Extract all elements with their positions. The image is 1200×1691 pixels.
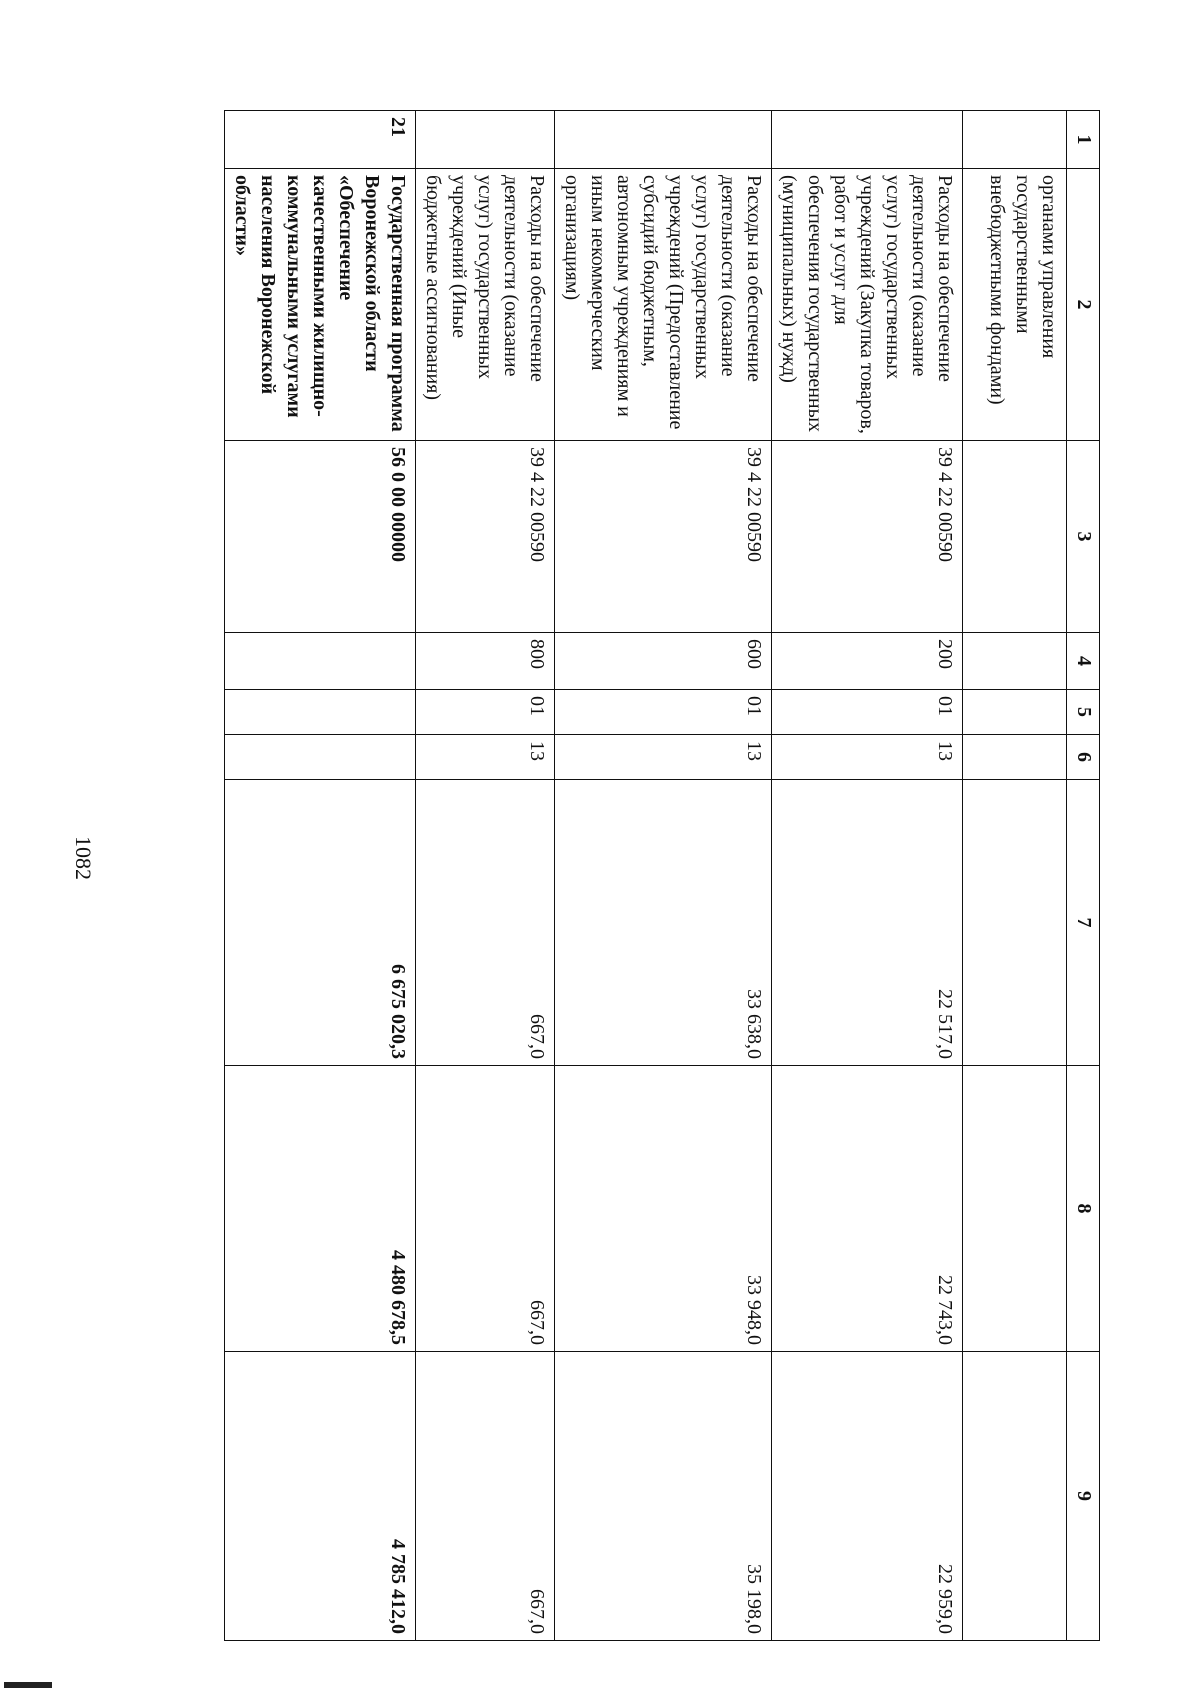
cell-vr [225, 633, 416, 690]
col-header-2: 2 [1067, 169, 1100, 441]
cell-vr [963, 633, 1067, 690]
cell-pr: 13 [555, 735, 772, 780]
cell-description: Расходы на обеспечение деятельности (оказание услуг) государственных учреждений (Закупка товаров, работ и услуг для обеспечения государственных (муниципальных) нужд) [772, 169, 963, 441]
cell-amount-2: 22 743,0 [772, 1066, 963, 1352]
col-header-4: 4 [1067, 633, 1100, 690]
cell-description: органами управления государственными внебюджетными фондами) [963, 169, 1067, 441]
header-row [1067, 111, 1100, 1641]
cell-description: Расходы на обеспечение деятельности (оказание услуг) государственных учреждений (Предоставление субсидий бюджетным, автономным учреждениям и иным некоммерческим организациям) [555, 169, 772, 441]
cell-rz: 01 [416, 690, 555, 735]
cell-description: Государственная программа Воронежской области «Обеспечение качественными жилищно-коммунальными услугами населения Воронежской области» [225, 169, 416, 441]
col-header-8: 8 [1067, 1066, 1100, 1352]
cell-amount-2: 667,0 [416, 1066, 555, 1352]
cell-amount-1: 667,0 [416, 780, 555, 1066]
cell-number [772, 111, 963, 169]
cell-pr: 13 [772, 735, 963, 780]
cell-amount-1: 6 675 020,3 [225, 780, 416, 1066]
cell-pr: 13 [416, 735, 555, 780]
cell-number: 21 [225, 111, 416, 169]
cell-amount-2: 33 948,0 [555, 1066, 772, 1352]
col-header-1: 1 [1067, 111, 1100, 169]
page-number: 1082 [71, 836, 96, 880]
cell-vr: 200 [772, 633, 963, 690]
table-row [555, 111, 772, 1641]
cell-number [555, 111, 772, 169]
col-header-6: 6 [1067, 735, 1100, 780]
col-header-7: 7 [1067, 780, 1100, 1066]
table-row [963, 111, 1067, 1641]
cell-code: 39 4 22 00590 [772, 441, 963, 633]
cell-code: 39 4 22 00590 [416, 441, 555, 633]
cell-vr: 600 [555, 633, 772, 690]
cell-amount-3: 22 959,0 [772, 1352, 963, 1641]
table-row [225, 111, 416, 1641]
budget-table [224, 110, 1100, 1641]
cell-amount-1 [963, 780, 1067, 1066]
cell-amount-1: 33 638,0 [555, 780, 772, 1066]
cell-amount-3 [963, 1352, 1067, 1641]
cell-pr [225, 735, 416, 780]
cell-number [416, 111, 555, 169]
cell-rz [225, 690, 416, 735]
rotated-table-container [224, 110, 1100, 1640]
cell-code: 39 4 22 00590 [555, 441, 772, 633]
cell-rz: 01 [772, 690, 963, 735]
table-row [416, 111, 555, 1641]
cell-amount-3: 4 785 412,0 [225, 1352, 416, 1641]
cell-amount-2 [963, 1066, 1067, 1352]
cell-amount-2: 4 480 678,5 [225, 1066, 416, 1352]
cell-description: Расходы на обеспечение деятельности (оказание услуг) государственных учреждений (Иные бюджетные ассигнования) [416, 169, 555, 441]
cell-vr: 800 [416, 633, 555, 690]
cell-amount-3: 667,0 [416, 1352, 555, 1641]
cell-number [963, 111, 1067, 169]
col-header-3: 3 [1067, 441, 1100, 633]
cell-amount-1: 22 517,0 [772, 780, 963, 1066]
cell-code [963, 441, 1067, 633]
col-header-5: 5 [1067, 690, 1100, 735]
cell-pr [963, 735, 1067, 780]
scan-edge-mark [4, 1682, 52, 1688]
cell-code: 56 0 00 00000 [225, 441, 416, 633]
cell-rz: 01 [555, 690, 772, 735]
cell-rz [963, 690, 1067, 735]
cell-amount-3: 35 198,0 [555, 1352, 772, 1641]
table-row [772, 111, 963, 1641]
col-header-9: 9 [1067, 1352, 1100, 1641]
